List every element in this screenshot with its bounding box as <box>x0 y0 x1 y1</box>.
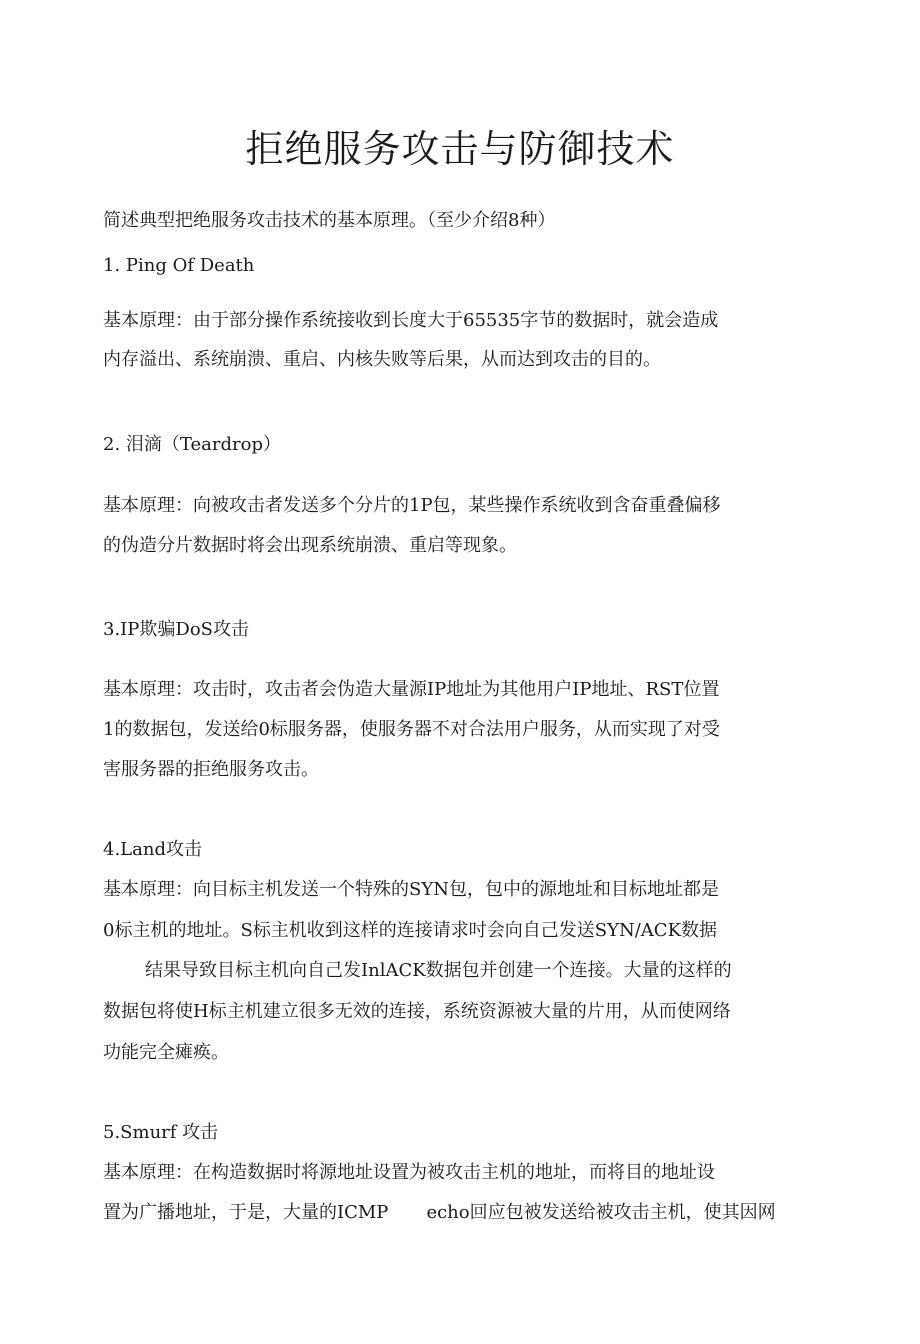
question-text: 简述典型把绝服务攻击技术的基本原理。（至少介绍8种） <box>103 210 556 231</box>
split-line-left: 置为广播地址，于是，大量的ICMP <box>103 1202 389 1223</box>
section-heading-ip-spoofing: 3.IP欺骗DoS攻击 <box>103 619 249 640</box>
section-heading-ping-of-death: 1. Ping Of Death <box>103 255 255 276</box>
section-text-line: 内存溢出、系统崩溃、重启、内核失败等后果，从而达到攻击的目的。 <box>103 349 661 370</box>
section-text-line: 0标主机的地址。S标主机收到这样的连接请求吋会向自己发送SYN/ACK数据 <box>103 920 718 941</box>
section-heading-land: 4.Land攻击 <box>103 839 202 860</box>
section-text-line: 基本原理：由于部分操作系统接收到长度大于65535字节的数据时，就会造成 <box>103 310 719 331</box>
section-heading-smurf: 5.Smurf 攻击 <box>103 1122 219 1143</box>
section-text-line: 数据包将使H标主机建立很多无效的连接，系统资源被大量的片用，从而使网络 <box>103 1001 731 1022</box>
section-text-line: 功能完全瘫痪。 <box>103 1042 229 1063</box>
section-text-line: 基本原理：向被攻击者发送多个分片的1P包，某些操作系统收到含奋重叠偏移 <box>103 495 721 516</box>
section-text-line: 基本原理：攻击时，攻击者会伪造大量源IP地址为其他用户IP地址、RST位置 <box>103 679 720 700</box>
section-text-line-indented: 结果导致目标主机向自己发InlACK数据包并创建一个连接。大量的这样的 <box>145 960 732 981</box>
section-heading-teardrop: 2. 泪滴（Teardrop） <box>103 434 281 455</box>
section-text-line: 1的数据包，发送给0标服务器，使服务器不对合法用户服务，从而实现了对受 <box>103 719 720 740</box>
section-text-line: 基本原理：在构造数据时将源地址设置为被攻击主机的地址，而将目的地址设 <box>103 1162 715 1183</box>
section-text-line-split <box>103 1200 776 1226</box>
section-text-line: 基本原理：向目标主机发送一个特殊的SYN包，包中的源地址和目标地址都是 <box>103 879 719 900</box>
section-text-line: 害服务器的拒绝服务攻击。 <box>103 759 319 780</box>
document-title: 拒绝服务攻击与防御技术 <box>245 127 675 171</box>
section-text-line: 的伪造分片数据时将会出现系统崩溃、重启等现象。 <box>103 535 517 556</box>
split-line-right: echo回应包被发送给被攻击主机，使其因网 <box>426 1202 776 1223</box>
